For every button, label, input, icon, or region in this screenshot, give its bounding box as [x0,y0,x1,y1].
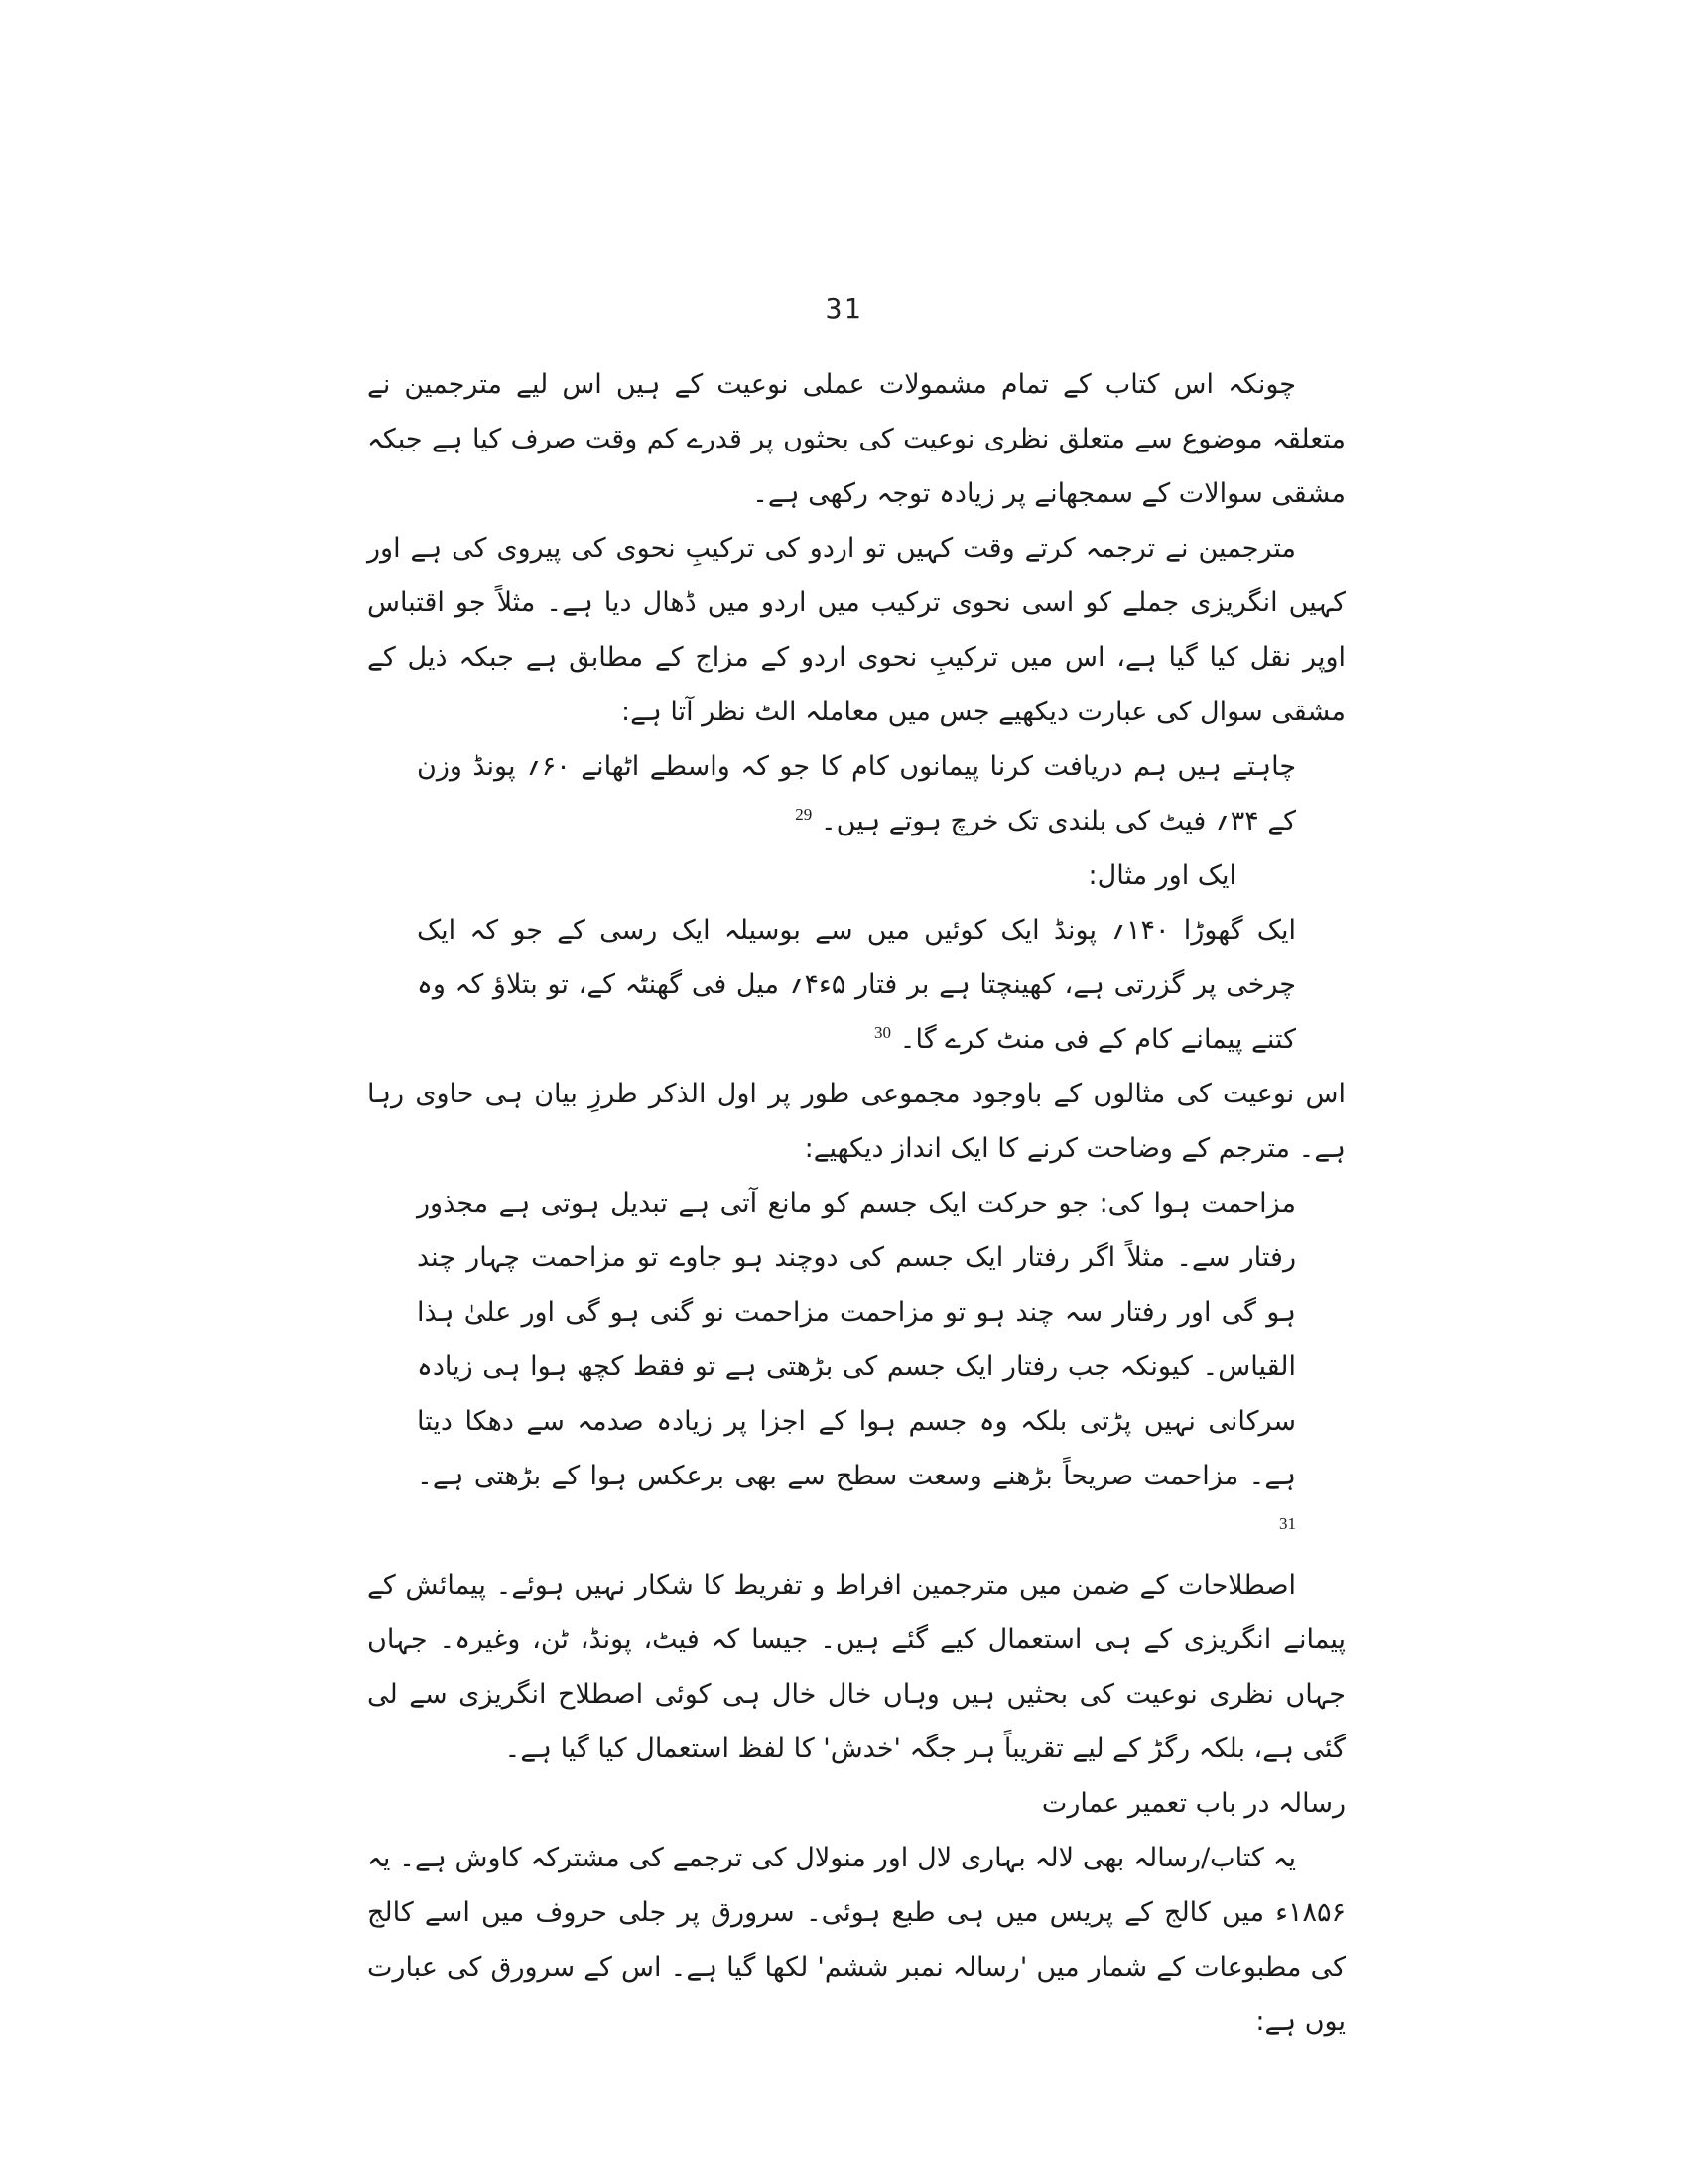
paragraph-intro: چونکہ اس کتاب کے تمام مشمولات عملی نوعیت کے ہیں اس لیے مترجمین نے متعلقہ موضوع سے متعلق نظری نوعیت کی بحثوں پر قدرے کم وقت صرف کیا ہے جبکہ مشقی سوالات کے سمجھانے پر زیادہ توجہ رکھی ہے۔ [367,369,1346,509]
footnote-marker-31: 31 [1279,1514,1296,1533]
paragraph-translation-style: مترجمین نے ترجمہ کرتے وقت کہیں تو اردو کی ترکیبِ نحوی کی پیروی کی ہے اور کہیں انگریزی جملے کو اسی نحوی ترکیب میں اردو میں ڈھال دیا ہے۔ مثلاً جو اقتباس اوپر نقل کیا گیا ہے، اس میں ترکیبِ نحوی اردو کے مزاج کے مطابق ہے جبکہ ذیل کے مشقی سوال کی عبارت دیکھیے جس میں معاملہ الٹ نظر آتا ہے: [367,533,1346,727]
footnote-marker-29: 29 [795,805,813,824]
page-number: 31 [825,292,863,324]
quote-example-1 [417,739,1296,848]
example-label: ایک اور مثال: [1088,860,1236,891]
quote-air-resistance [417,1176,1296,1558]
footnote-marker-30: 30 [874,1023,892,1042]
quote-air-resistance-text: مزاحمت ہوا کی: جو حرکت ایک جسم کو مانع آتی ہے تبدیل ہوتی ہے مجذور رفتار سے۔ مثلاً اگر رفتار ایک جسم کی دوچند ہو جاوے تو مزاحمت چہار چند ہو گی اور رفتار سہ چند ہو تو مزاحمت مزاحمت نو گنی ہو گی اور علیٰ ہذا القیاس۔ کیونکہ جب رفتار ایک جسم کی بڑھتی ہے تو فقط کچھ ہوا ہی زیادہ سرکانی نہیں پڑتی بلکہ وہ جسم ہوا کے اجزا پر زیادہ صدمہ سے دھکا دیتا ہے۔ مزاحمت صریحاً بڑھنے وسعت سطح سے بھی برعکس ہوا کے بڑھتی ہے۔ [417,1188,1296,1491]
quote-example-1-text: چاہتے ہیں ہم دریافت کرنا پیمانوں کام کا جو کہ واسطے اٹھانے ۶۰؍ پونڈ وزن کے ۳۴؍ فیٹ کی بلندی تک خرچ ہوتے ہیں۔ [417,751,1297,836]
paragraph-book-description: یہ کتاب/رسالہ بھی لالہ بہاری لال اور منولال کی ترجمے کی مشترکہ کاوش ہے۔ یہ ۱۸۵۶ء میں کالج کے پریس میں ہی طبع ہوئی۔ سرورق پر جلی حروف میں اسے کالج کی مطبوعات کے شمار میں 'رسالہ نمبر ششم' لکھا گیا ہے۔ اس کے سرورق کی عبارت یوں ہے: [367,1843,1346,2037]
quote-example-2 [417,903,1296,1067]
page-body [367,357,1346,2049]
section-heading: رسالہ در باب تعمیر عمارت [1041,1788,1346,1819]
paragraph-terminology: اصطلاحات کے ضمن میں مترجمین افراط و تفریط کا شکار نہیں ہوئے۔ پیمائش کے پیمانے انگریزی کے ہی استعمال کیے گئے ہیں۔ جیسا کہ فیٹ، پونڈ، ٹن، وغیرہ۔ جہاں جہاں نظری نوعیت کی بحثیں ہیں وہاں خال خال ہی کوئی اصطلاح انگریزی سے لی گئی ہے، بلکہ رگڑ کے لیے تقریباً ہر جگہ 'خدش' کا لفظ استعمال کیا گیا ہے۔ [367,1570,1346,1764]
paragraph-explanation-style: اس نوعیت کی مثالوں کے باوجود مجموعی طور پر اول الذکر طرزِ بیان ہی حاوی رہا ہے۔ مترجم کے وضاحت کرنے کا ایک انداز دیکھیے: [367,1079,1346,1164]
quote-example-2-text: ایک گھوڑا ۱۴۰؍ پونڈ ایک کوئیں میں سے بوسیلہ ایک رسی کے جو کہ ایک چرخی پر گزرتی ہے، کھینچتا ہے بر فتار ۵ء۴؍ میل فی گھنٹہ کے، تو بتلاؤ کہ وہ کتنے پیمانے کام کے فی منٹ کرے گا۔ [417,915,1296,1055]
